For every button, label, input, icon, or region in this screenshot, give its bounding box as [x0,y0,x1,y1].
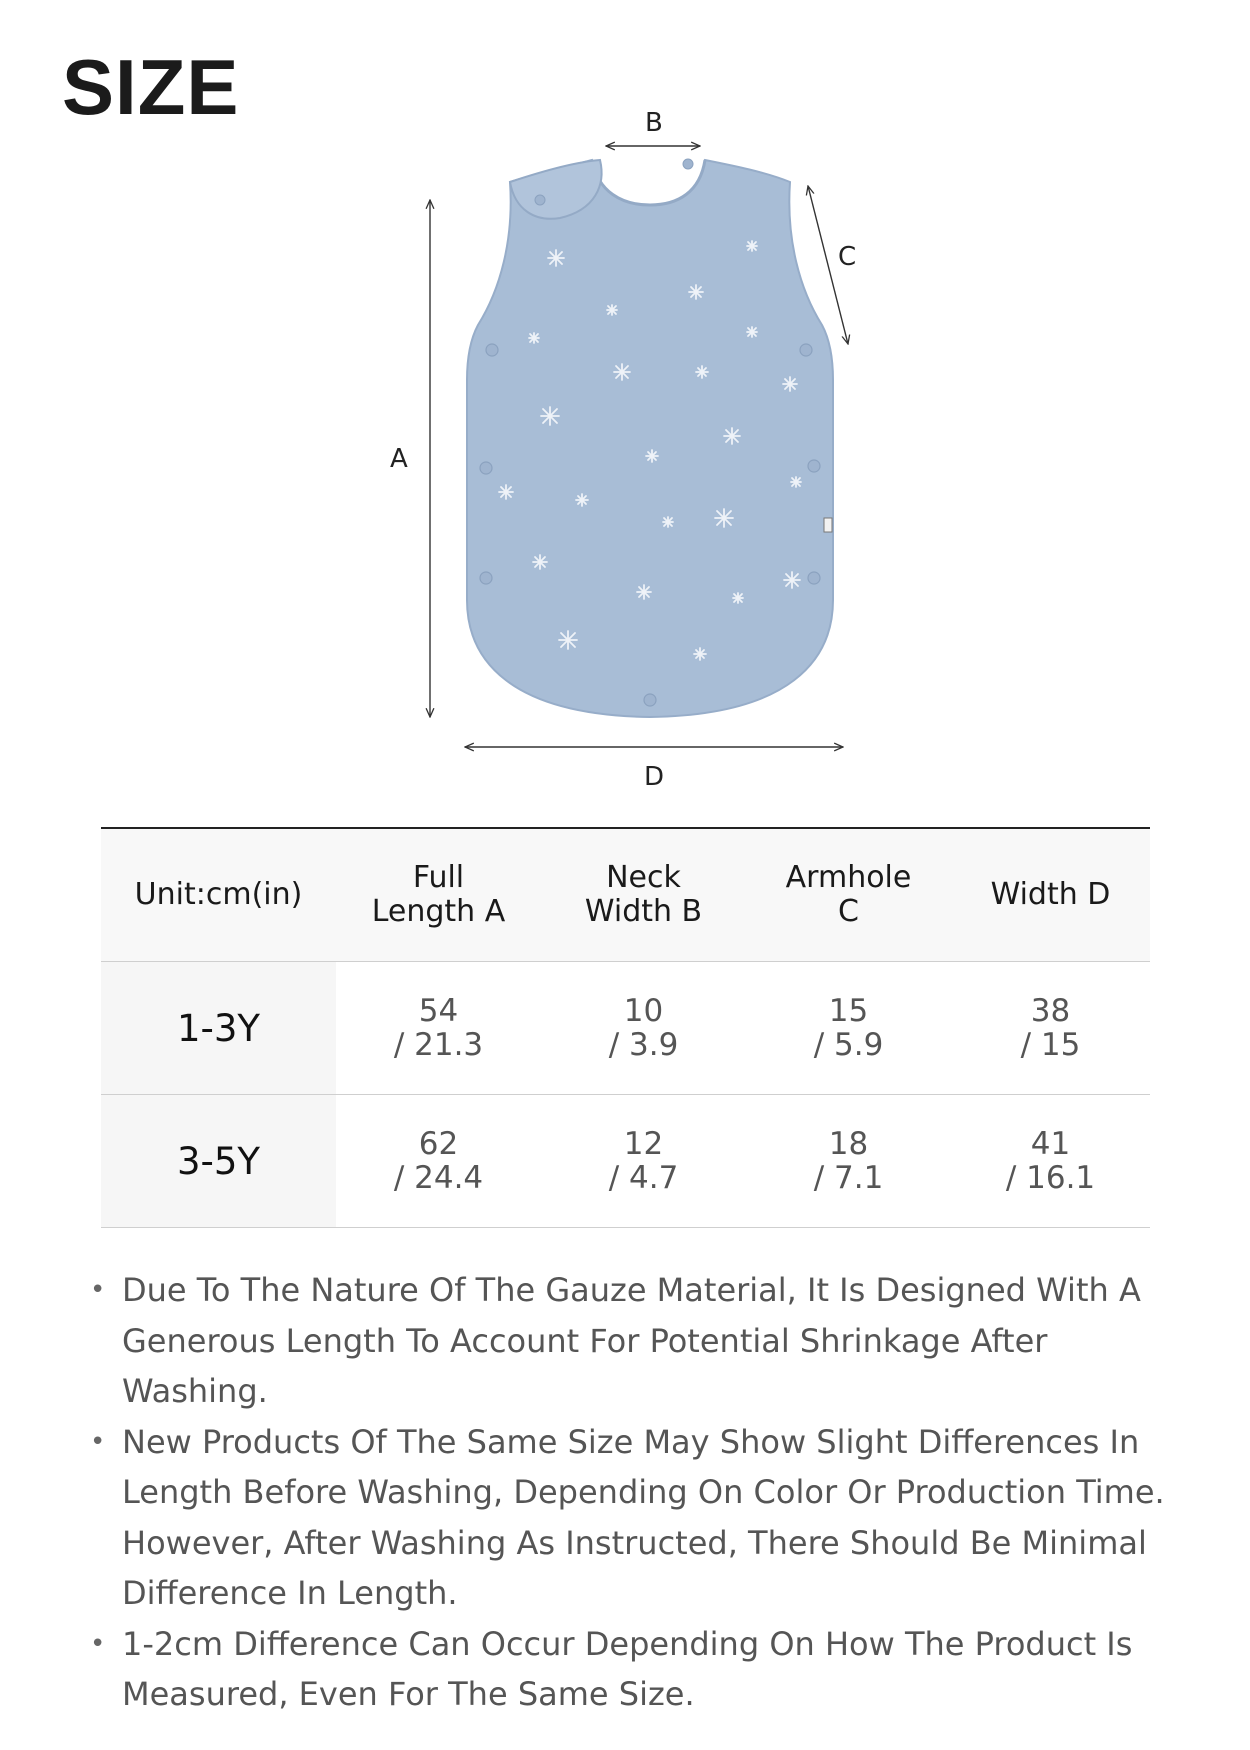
brand-tag [824,518,832,532]
note-item: • New Products Of The Same Size May Show Slight Differences In Length Before Washing, Depending On Color Or Production Time. However, After Washing As Instructed, There Should Be Minimal Difference In Length. [122,1417,1182,1619]
size-diagram [0,0,1250,800]
table-cell: 10 / 3.9 [541,962,746,1095]
dimension-c-label: C [838,242,857,272]
sleep-sack-image [467,160,833,717]
table-cell: 41 / 16.1 [951,1095,1150,1228]
page-title: SIZE [62,43,240,131]
table-cell: 18 / 7.1 [746,1095,951,1228]
garment-diagram-svg [0,0,1250,800]
header-unit: Unit:cm(in) [101,828,336,962]
header-width: Width D [951,828,1150,962]
note-item: • 1-2cm Difference Can Occur Depending On How The Product Is Measured, Even For The Same Size. [122,1619,1182,1720]
table-cell: 12 / 4.7 [541,1095,746,1228]
dimension-d-label: D [644,762,665,792]
note-item: • Due To The Nature Of The Gauze Material, It Is Designed With A Generous Length To Account For Potential Shrinkage After Washing. [122,1265,1182,1417]
size-label: 3-5Y [101,1095,336,1228]
size-table [101,827,1150,1228]
table-header-row [101,828,1150,962]
size-label: 1-3Y [101,962,336,1095]
header-full-length: Full Length A [336,828,541,962]
table-row [101,1095,1150,1228]
table-cell: 62 / 24.4 [336,1095,541,1228]
table-cell: 15 / 5.9 [746,962,951,1095]
table-cell: 54 / 21.3 [336,962,541,1095]
table-row [101,962,1150,1095]
header-armhole: Armhole C [746,828,951,962]
dimension-a-label: A [390,444,408,474]
table-cell: 38 / 15 [951,962,1150,1095]
header-neck-width: Neck Width B [541,828,746,962]
notes-list [122,1265,1182,1720]
dimension-b-label: B [645,108,663,138]
